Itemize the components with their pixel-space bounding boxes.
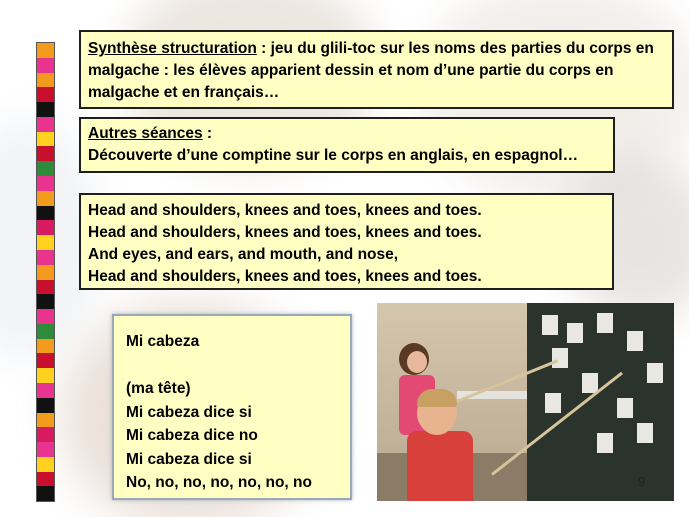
stripe-segment xyxy=(37,427,54,442)
stripe-segment xyxy=(37,353,54,368)
synthesis-text: : jeu du glili-toc sur les noms des parties du corps en malgache : les élèves apparient dessin et nom d’une partie du corps en malgache et en français… xyxy=(88,40,654,101)
stripe-segment xyxy=(37,206,54,221)
stripe-segment xyxy=(37,294,54,309)
stripe-segment xyxy=(37,339,54,354)
synthesis-box xyxy=(79,30,674,109)
stripe-segment xyxy=(37,265,54,280)
spanish-song-line: (ma tête) xyxy=(126,380,191,397)
song-line: And eyes, and ears, and mouth, and nose, xyxy=(88,246,399,263)
spanish-song-box xyxy=(112,314,352,500)
slide-number: 9 xyxy=(638,474,646,489)
song-line: Head and shoulders, knees and toes, knees and toes. xyxy=(88,202,482,219)
stripe-segment xyxy=(37,309,54,324)
stripe-segment xyxy=(37,413,54,428)
stripe-segment xyxy=(37,58,54,73)
other-sessions-heading: Autres séances xyxy=(88,125,203,142)
stripe-segment xyxy=(37,43,54,58)
song-line: Head and shoulders, knees and toes, knees and toes. xyxy=(88,268,482,285)
spanish-song-line: Mi cabeza dice no xyxy=(126,427,258,444)
stripe-segment xyxy=(37,117,54,132)
stripe-segment xyxy=(37,132,54,147)
stripe-segment xyxy=(37,486,54,501)
stripe-segment xyxy=(37,102,54,117)
other-sessions-box xyxy=(79,117,615,173)
other-sessions-text: Découverte d’une comptine sur le corps en anglais, en espagnol… xyxy=(88,147,579,164)
song-line: Head and shoulders, knees and toes, knees and toes. xyxy=(88,224,482,241)
stripe-segment xyxy=(37,324,54,339)
stripe-segment xyxy=(37,220,54,235)
stripe-segment xyxy=(37,472,54,487)
classroom-photo xyxy=(377,303,674,501)
stripe-segment xyxy=(37,161,54,176)
english-song-box xyxy=(79,193,614,290)
stripe-segment xyxy=(37,146,54,161)
stripe-segment xyxy=(37,457,54,472)
spanish-song-line: Mi cabeza dice si xyxy=(126,403,252,421)
stripe-segment xyxy=(37,176,54,191)
other-sessions-colon: : xyxy=(202,125,213,142)
stripe-segment xyxy=(37,73,54,88)
stripe-segment xyxy=(37,235,54,250)
stripe-segment xyxy=(37,87,54,102)
synthesis-heading: Synthèse structuration xyxy=(88,40,257,57)
stripe-segment xyxy=(37,383,54,398)
stripe-segment xyxy=(37,191,54,206)
stripe-segment xyxy=(37,280,54,295)
stripe-segment xyxy=(37,250,54,265)
spanish-song-line: No, no, no, no, no, no, no xyxy=(126,474,312,491)
spanish-song-line: Mi cabeza dice si xyxy=(126,450,252,468)
decorative-stripe-bar xyxy=(36,42,55,502)
stripe-segment xyxy=(37,398,54,413)
spanish-song-title: Mi cabeza xyxy=(126,333,200,350)
stripe-segment xyxy=(37,368,54,383)
stripe-segment xyxy=(37,442,54,457)
